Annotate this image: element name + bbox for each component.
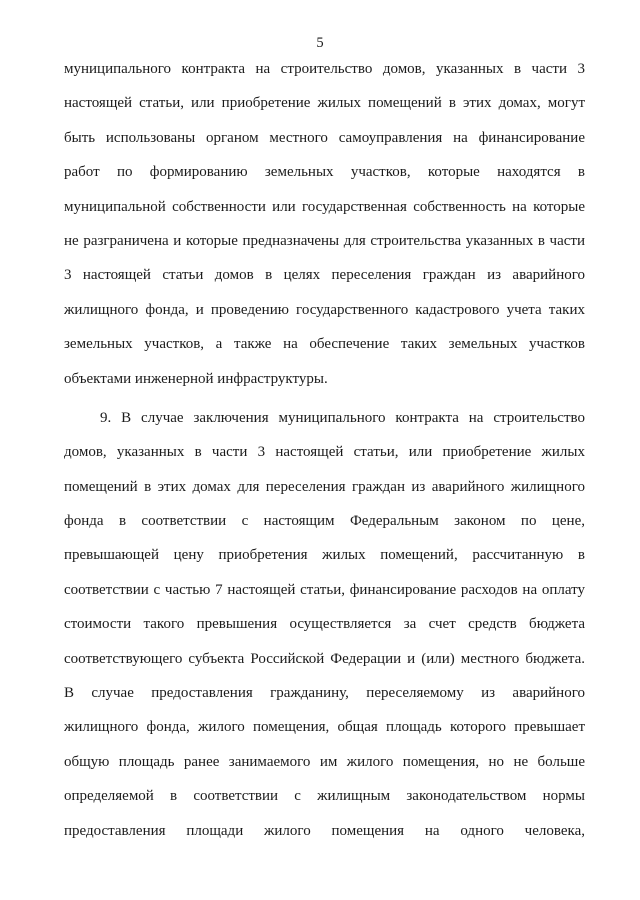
text-line: помещений в этих домах для переселения граждан из аварийного жилищного bbox=[64, 478, 585, 495]
text-line: соответствующего субъекта Российской Федерации и (или) местного бюджета. bbox=[64, 650, 585, 667]
text-line: домов, указанных в части 3 настоящей статьи, или приобретение жилых bbox=[64, 444, 585, 461]
text-line: 9. В случае заключения муниципального контракта на строительство bbox=[100, 409, 585, 426]
text-line: муниципального контракта на строительство домов, указанных в части 3 bbox=[64, 61, 585, 77]
page-number: 5 bbox=[316, 35, 324, 51]
text-line: жилищного фонда, и проведению государственного кадастрового учета таких bbox=[64, 301, 585, 318]
text-line: быть использованы органом местного самоуправления на финансирование bbox=[64, 129, 585, 146]
paragraph-item-9 bbox=[64, 401, 585, 848]
text-line: 3 настоящей статьи домов в целях переселения граждан из аварийного bbox=[64, 267, 585, 284]
text-line: фонда в соответствии с настоящим Федеральным законом по цене, bbox=[64, 513, 585, 530]
text-line: определяемой в соответствии с жилищным законодательством нормы bbox=[64, 788, 585, 805]
text-line: соответствии с частью 7 настоящей статьи, финансирование расходов на оплату bbox=[64, 581, 585, 598]
body-text bbox=[64, 52, 585, 848]
text-line: общую площадь ранее занимаемого им жилого помещения, но не больше bbox=[64, 753, 585, 770]
text-line: работ по формированию земельных участков, которые находятся в bbox=[64, 164, 585, 181]
text-line: муниципальной собственности или государственная собственность на которые bbox=[64, 198, 585, 215]
text-line: земельных участков, а также на обеспечение таких земельных участков bbox=[64, 336, 585, 353]
text-line: объектами инженерной инфраструктуры. bbox=[64, 370, 328, 387]
text-line: жилищного фонда, жилого помещения, общая площадь которого превышает bbox=[64, 719, 585, 736]
text-line: превышающей цену приобретения жилых помещений, рассчитанную в bbox=[64, 547, 585, 564]
text-line: настоящей статьи, или приобретение жилых помещений в этих домах, могут bbox=[64, 95, 585, 112]
text-line: В случае предоставления гражданину, переселяемому из аварийного bbox=[64, 685, 585, 702]
text-line: стоимости такого превышения осуществляется за счет средств бюджета bbox=[64, 616, 585, 633]
paragraph-continuation bbox=[64, 52, 585, 396]
text-line: не разграничена и которые предназначены для строительства указанных в части bbox=[64, 232, 585, 249]
text-line: предоставления площади жилого помещения на одного человека, bbox=[64, 822, 585, 839]
